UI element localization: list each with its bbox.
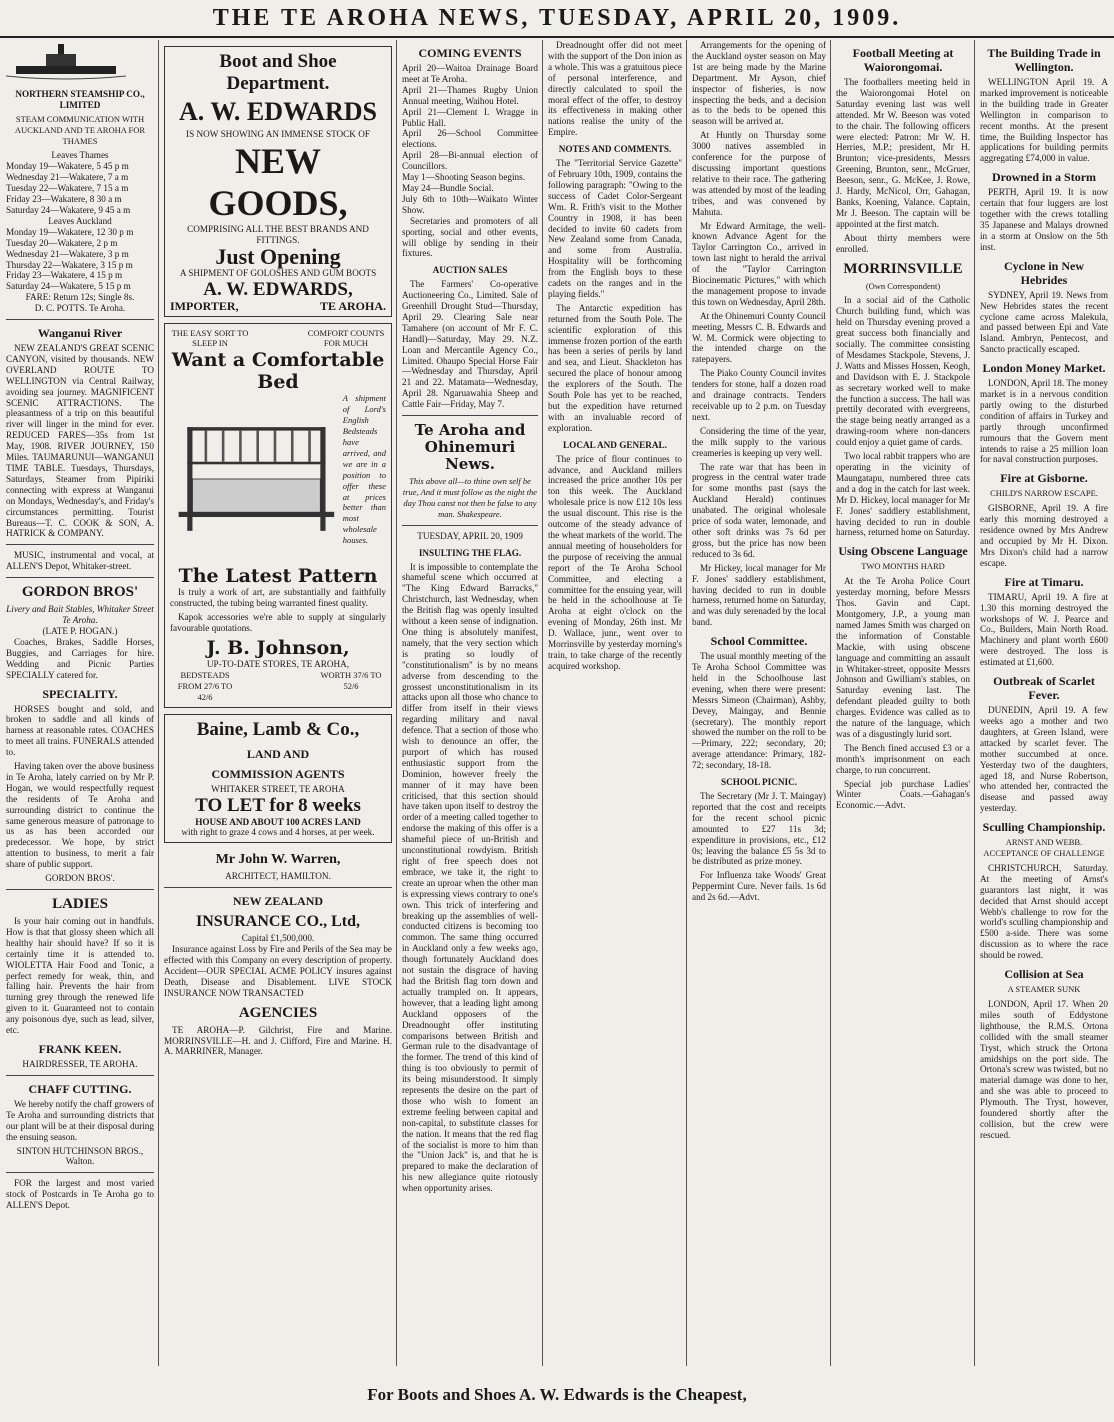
edwards-ad [164,46,392,317]
fares: FARE: Return 12s; Single 8s. [25,292,135,303]
sailing-item: Wednesday 21—Wakatere, 7 a m [6,172,129,183]
house-sub: with right to graze 4 cows and 4 horses, at per week. [181,827,375,838]
house-land: HOUSE AND ABOUT 100 ACRES LAND [195,816,361,827]
sculling-sub: ARNST AND WEBB. ACCEPTANCE OF CHALLENGE [983,837,1105,859]
bed-shipment-note: A shipment of Lord's English Bedsteads have arrived, and we are in a position to offer these at prices better than most wholesale houses. [342,393,386,546]
fever-heading: Outbreak of Scarlet Fever. [993,674,1095,703]
armitage-para: Mr Edward Armitage, the well-known Advance Agent for the Taylor Carrington Co., arrived in town last night to herald the arrival of the "Taylor Carrington Biocinematic Pictures," with which the management propose to invade this town on Wednesday, April 28th. [692,220,826,307]
just-opening: Just Opening [215,243,341,269]
to-let: TO LET for 8 weeks [195,794,361,816]
sailing-item: Monday 19—Wakatere, 5 45 p m [6,161,129,172]
easy-sort: THE EASY SORT TO SLEEP IN [171,327,249,349]
ladies-body: Is your hair coming out in handfuls. How is that that glossy sheen which all healthy hair should have? If so it is certainly time it is attended to. WIOLETTA Hair Food and Tonic, a perfect remedy for weak, thin, and falling hair. Prevents the hair from turning grey through the renewed life given to it. Guaranteed not to contain any poisonous dye, such as lead, silver, etc. [6,916,154,1036]
local-heading: LOCAL AND GENERAL. [563,439,667,450]
edwards-name-2: A. W. EDWARDS, [203,278,353,300]
football-body: The footballers meeting held in the Waiorongomai Hotel on Saturday evening last was well attended. Mr W. Beeson was voted to the chair. The following officers were elected: Patron: Mr W. H. Herries, M.P.; president, Mr H. Brunton; vice-presidents, Messrs Greening, Brunton, senr., McGruer, Beeson, senr., G. McKee, J. Rowe, J. Hardy, McNicol, Orr, Gahagan, Banks, Koening, Valance. Captain, Mr J. Beeson. The captain will be appointed at the first match. [836,77,970,229]
gisborne-sub: CHILD'S NARROW ESCAPE. [990,488,1098,499]
gordon-body: Coaches, Brakes, Saddle Horses, Buggies, and Carriages for hire. Wedding and Picnic Parties SPECIALLY catered for. [6,636,154,680]
sailing-list [6,161,154,292]
auction-body: The Farmers' Co-operative Auctioneering Co., Limited. Sale of Greenhill Drought Stud—Thursday, April 29. Clearing Sale near Tamahere (on account of Mr F. C. Handl)—Saturday, May 29. N.Z. Loan and Mercantile Agency Co., Limited. Ohaupo Special Horse Fair—Wednesday and Thursday, April 21 and 22. Matamata—Wednesday, April 28. Ngaruawahia Sheep and Cattle Fair—Friday, May 7. [402,279,538,410]
morrinsville-sub: (Own Correspondent) [865,280,941,291]
sailing-item: Tuesday 20—Wakatere, 2 p m [6,237,118,248]
collision-sub: A STEAMER SUNK [1007,984,1081,995]
event-item: April 21—Thames Rugby Union Annual meeting, Waihou Hotel. [402,84,538,106]
sailing-item: Friday 23—Wakatere, 4 15 p m [6,270,123,281]
edwards-showing: IS NOW SHOWING AN IMMENSE STOCK OF [186,129,370,139]
chaff-heading: CHAFF CUTTING. [28,1081,132,1096]
leader-heading: INSULTING THE FLAG. [418,547,522,558]
event-item: April 26—School Committee elections. [402,128,538,150]
collision-body: LONDON, April 17. When 20 miles south of Eddystone lighthouse, the R.M.S. Ortona collided with the small steamer Tryst, which struck the Ortona amidships on the port side. The Ortona's screw was twisted, but no material damage was done to her, and she was able to proceed to Plymouth. The Tryst, however, foundered shortly after the collision, but the crew were rescued. [980,999,1108,1140]
sailing-item: Friday 23—Wakatere, 8 30 a m [6,194,122,205]
agencies-body: TE AROHA—P. Gilchrist, Fire and Marine. MORRINSVILLE—H. and J. Clifford, Fire and Marine. H. A. MARRINER, Manager. [164,1024,392,1057]
sailing-item: Monday 19—Wakatere, 12 30 p m [6,226,134,237]
milk-para: Considering the time of the year, the milk supply to the various creameries is keeping up very well. [692,425,826,458]
edwards-place: TE AROHA. [319,298,386,313]
influenza-ad: For Influenza take Woods' Great Peppermint Cure. Never fails. 1s 6d and 2s 6d.—Advt. [692,870,826,903]
sculling-body: CHRISTCHURCH, Saturday. At the meeting of Arnst's guarantors last night, it was decided that Arnst should accept Webb's challenge to row for the world's sculling championship and £500 a-side. There was some discussion as to where the race should be rowed. [980,862,1108,961]
leader-body: It is impossible to contemplate the shameful scene which occurred at "The King Edward Barracks," Christchurch, last Wednesday, when the British flag was openly insulted without a keen sense of indignation. One thing is absolutely manifest, namely, that the very section which is prating so loudly of "constitutionalism" is by no means adverse from descending to the grossest unconstitutionalism in its attacks upon all those who chance to differ from itself in their views regarding military and naval defence. That a section of those who wish to denounce an offer, the purport of which has roused enthusiastic support from the Dominion, however freely the manner of it may have been criticised, that this section should have taken upon itself to destroy the order of a meeting called together to endorse the making of this offer is a shameful piece of un-British and unconstitutional rowdyism. British right of free speech does not embrace, we take it, the right to create an uproar when the other man is expressing views contrary to one's own. This trick of interfering and breaking up the assemblies of well-conducted citizens is becoming too common. The same thing occurred in Auckland only a few weeks ago, though fortunately Auckland does not sustain the disgrace of having had the British flag torn down and actually trampled on. It appears, however, that a leading light among Auckland opposers of the Dreadnought offer instituting comparisons between British and German rule to the disadvantage of the former. The trend of this kind of thing is too obviously to permit of its being misunderstood. It simply represents the desire on the part of those who wish to foment an extreme feeling between capital and non-capital, to substitute classes for the nation. It means that the red flag of the socialist is more to him than the "Union Jack" is, and that he is prepared to make the declaration of his new allegiance quite riotously when opportunity arises. [402,561,538,1194]
gordon-notice: Having taken over the above business in Te Aroha, lately carried on by Mr P. Hogan, we would respectfully request the residents of Te Aroha and surrounding district to continue the same generous measure of patronage to us as has been accorded our predecessor. We hope, by strict attention to business, to merit a fair share of public support. [6,761,154,870]
morrinsville-heading: MORRINSVILLE [843,260,963,277]
steamship-icon [6,40,126,80]
obscene-heading: Using Obscene Language [838,544,968,559]
frank-keen-sub: HAIRDRESSER, TE AROHA. [22,1058,138,1069]
storm-body: PERTH, April 19. It is now certain that four luggers are lost together with the crews totalling 35 Japanese and Malays drowned in a storm at Onslow on the 5th inst. [980,187,1108,252]
bench-para: The Bench fined accused £3 or a month's imprisonment on each charge, to run concurrent. [836,742,970,775]
oyster-para: Arrangements for the opening of the Auckland oyster season on May 1st are being made by the Marine Department. Mr Ayson, chief inspector of fisheries, is now inspecting the beds, and a decision as to the beds to be opened this season will be arrived at. [692,40,826,127]
johnson-ad [164,323,392,708]
storm-heading: Drowned in a Storm [991,170,1097,185]
court-para: Two local rabbit trappers who are operating in the vicinity of Maungatapu, numbered three cats and a dog in the catch for last week. Mr D. Hickey, local manager for Mr F. Jones' saddlery establishment, having decided to run in double harness, returned home on Saturday. [836,451,970,538]
huntly-para: At Huntly on Thursday some 3000 natives assembled in conference for the purpose of discussing important questions relative to their race. The gathering was attended by most of the leading tribes, and was convened by Mahuta. [692,130,826,217]
bedstead-icon [170,399,343,559]
event-item: May 1—Shooting Season begins. [402,172,526,183]
timaru-heading: Fire at Timaru. [1004,574,1084,589]
gisborne-heading: Fire at Gisborne. [1000,471,1088,486]
sculling-heading: Sculling Championship. [982,820,1106,835]
baine-land: LAND AND [246,746,310,761]
postcards-ad: FOR the largest and most varied stock of Postcards in Te Aroha go to ALLEN'S Depot. [6,1178,154,1211]
morrinsville-body: In a social aid of the Catholic Church building fund, which was held on Thursday evening proved a great success both financially and socially. The committee consisting of Mesdames Stackpole, Stevens, J. J. Watts and Misses Hossen, Keogh, and Davidson with E. J. Stackpole as secretary worked well to make the function a success. The hall was prettily decorated with evergreens, the stage being neatly arranged as a drawing-room where non-dancers could enjoy a quiet game of cards. [836,295,970,448]
comfort-counts: COMFORT COUNTS FOR MUCH [307,327,385,349]
column-1 [6,40,154,1366]
chaff-body: We hereby notify the chaff growers of Te Aroha and surrounding districts that our plant will be at their disposal during the ensuing season. [6,1098,154,1142]
sailing-item: Wednesday 21—Wakatere, 3 p m [6,248,129,259]
cyclone-body: SYDNEY, April 19. News from New Hebrides states the recent cyclone came across Malekula, and passed between Epi and Vate Island. Ambryn, Pentecost, and Sancto practically escaped. [980,289,1108,355]
latest-body: Is truly a work of art, are substantially and faithfully constructed, the tubing being warranted finest quality. [170,587,386,609]
event-item: April 28—Bi-annual election of Councillors. [402,150,538,172]
agencies-heading: AGENCIES [238,1004,318,1021]
building-body: WELLINGTON April 19. A marked improvement is noticeable in the building trade in Greater Wellington in comparison to recent months. At the present time, the Building Inspector has applications for building permits aggregating £74,000 in value. [980,77,1108,164]
baine-whitaker: WHITAKER STREET, TE AROHA [211,783,345,794]
edwards-importer: IMPORTER, [170,298,239,313]
obscene-body: At the Te Aroha Police Court yesterday morning, before Messrs Thos. Gavin and Capt. Montgomery, J.P., a young man named James Smith was charged on the information of Constable Mackie, with using obscene language and committing an assault in Whitaker-street, opposite Messrs Johnson and Gwilliam's stables, on Saturday evening last. The defendant pleaded guilty to both charges. Evidence was called as to the nature of the language, which was of a disgustingly lurid sort. [836,576,970,739]
edwards-brands: COMPRISING ALL THE BEST BRANDS AND FITTINGS. [187,223,369,245]
baine-name: Baine, Lamb & Co., [196,718,360,740]
gordon-sign: GORDON BROS'. [45,873,115,884]
school-heading: School Committee. [710,634,808,649]
baine-commission: COMMISSION AGENTS [211,766,345,781]
gisborne-body: GISBORNE, April 19. A fire early this morning destroyed a residence owned by Mrs Andrew and occupied by Mr H. Dixon. Mrs Dixon's child had a narrow escape. [980,503,1108,568]
rate-war-para: The rate war that has been in progress in the central water trade for some months past (says the Auckland Herald) continues unabated. The original wholesale price of soda water, lemonade, and other soft drinks was 7s 6d per gross, but the price has now been reduced to 3s 6d. [692,461,826,559]
paper-title: Te Aroha and Ohinemuri News. [414,421,526,474]
school-body: The usual monthly meeting of the Te Aroha School Committee was held in the Schoolhouse last evening, when there were present: Messrs Simeon (Chairman), Ashby, Devey, Maingay, and Bennie (secretary). The monthly report showed the number on the roll to be—Primary, 222; secondary, 20; average attendance: Primary, 182-72; secondary, 18-18. [692,651,826,771]
picnic-heading: SCHOOL PICNIC. [720,777,798,788]
frank-keen: FRANK KEEN. [38,1041,122,1056]
johnson-sub: UP-TO-DATE STORES, TE AROHA, [206,658,350,669]
money-heading: London Money Market. [982,361,1106,376]
hickey-para: Mr Hickey, local manager for Mr F. Jones' saddlery establishment, having decided to run in double harness, returned home on Saturday, and was duly serenaded by the local band. [692,562,826,628]
column-3 [402,40,538,1366]
tenders-para: The Piako County Council invites tenders for stone, half a dozen road and drainage contracts. Tenders receivable up to 2 p.m. on Tuesday next. [692,368,826,422]
picnic-body: The Secretary (Mr J. T. Maingay) reported that the cost and receipts for the recent school picnic amounted to £27 11s 3d; expenditure in provisions, etc., £12 0s; leaving the balance £5 5s 3d to be distributed as prize money. [692,791,826,867]
sailing-item: Saturday 24—Wakatere, 9 45 a m [6,204,131,215]
fares-agent: D. C. POTTS. Te Aroha. [34,303,126,314]
notes-body: The "Territorial Service Gazette" of February 10th, 1909, contains the following paragraph: "Owing to the success of Cadet Color-Sergeant Wm. R. Frith's visit to the Mother Country in 1908, it has been decided to invite 60 cadets from New Zealand some from Canada, and some from Australia. Hospitality will be forthcoming from the English boys to these cadets on the ranges and in the playing fields." [548,158,682,299]
money-body: LONDON, April 18. The money market is in a nervous condition partly owing to the disturbed condition of affairs in Turkey and partly through unconfirmed rumours that the Govern ment intends to raise a 25 million loan for naval construction purposes. [980,378,1108,465]
worth-price: WORTH 37/6 TO 52/6 [320,669,382,691]
column-4 [548,40,682,1366]
fever-body: DUNEDIN, April 19. A few weeks ago a mother and two daughters, at Green Island, were attacked by scarlet fever. The mother succumbed at once. Yesterday two of the daughters, aged 18, and Nurse Robertson, who attended her, contracted the disease and passed away yesterday. [980,705,1108,814]
building-heading: The Building Trade in Wellington. [987,46,1101,74]
steamship-heading: NORTHERN STEAMSHIP CO., LIMITED [15,88,145,110]
johnson-name: J. B. Johnson, [206,636,350,659]
warren-architect: ARCHITECT, HAMILTON. [225,871,331,882]
event-item: April 21—Clement I. Wragge in Public Hall. [402,106,538,128]
gordon-heading: GORDON BROS' [21,584,139,601]
steamship-subheading: STEAM COMMUNICATION WITH AUCKLAND AND TE AROHA FOR THAMES [14,113,146,146]
sailing-item: Saturday 24—Wakatere, 5 15 p m [6,281,131,292]
new-goods: NEW GOODS, [208,140,348,223]
insurance-body: Insurance against Loss by Fire and Perils of the Sea may be effected with this Company on every description of property. Accident—OUR SPECIAL ACME POLICY insures against Death, Disease and Disablement. LIVE STOCK INSURANCE NOW TRANSACTED [164,944,392,998]
insurance-heading: INSURANCE CO., Ltd, [195,913,361,931]
event-item: July 6th to 10th—Waikato Winter Show. [402,193,538,215]
latest-pattern: The Latest Pattern [178,565,378,588]
dateline: TUESDAY, APRIL 20, 1909 [417,530,523,541]
auction-heading: AUCTION SALES [432,265,508,276]
insurance-capital: Capital £1,500,000. [241,933,315,944]
boot-shoe-heading: Boot and Shoe Department. [219,51,337,94]
warren-name: Mr John W. Warren, [215,852,341,868]
gordon-late: (LATE P. HOGAN.) [42,625,118,636]
sailing-item: Thursday 22—Wakatere, 3 15 p m [6,259,133,270]
notes-heading: NOTES AND COMMENTS. [558,144,672,155]
bottom-banner: For Boots and Shoes A. W. Edwards is the Cheapest, [367,1385,747,1404]
edwards-shipment: A SHIPMENT OF GOLOSHES AND GUM BOOTS [179,267,377,278]
coats-ad: Special job purchase Ladies' Winter Coats.—Gahagan's Economic.—Advt. [836,778,970,811]
bedsteads-price: BEDSTEADS FROM 27/6 TO 42/6 [177,669,233,702]
speciality-body: HORSES bought and sold, and broken to saddle and all kinds of harness at reasonable rates. COACHES to meet all trains. FUNERALS attended to. [6,703,154,758]
edwards-name: A. W. EDWARDS [179,97,377,126]
column-6 [836,40,970,1366]
column-7 [980,40,1108,1366]
enrolled-para: About thirty members were enrolled. [836,232,970,254]
sailing-item: Tuesday 22—Wakatere, 7 15 a m [6,183,129,194]
cyclone-heading: Cyclone in New Hebrides [1004,258,1084,287]
baine-ad [164,714,392,844]
gordon-subheading: Livery and Bait Stables, Whitaker Street Te Aroha. [6,604,154,626]
sailing-item: Leaves Auckland [48,215,112,226]
local-body: The price of flour continues to advance, and Auckland millers increased the price another 10s per ton this week. The Auckland wholesale price is now £12 10s less the usual discount. This rise is the outcome of the steady advance of the wheat markets of the world. The annual meeting of householders for the purpose of receiving the annual report of the Te Aroha School Committee, and electing a committee for the ensuing year, will be held in the schoolhouse at Te Aroha at eight o'clock on the evening of Monday, 26th inst. Mr D. Wallace, junr., went over to Morrinsville by yesterday morning's train, to take charge of the recently acquired workshop. [548,453,682,671]
antarctic-para: The Antarctic expedition has returned from the South Pole. The scientific exploration of this immense frozen portion of the earth has been a series of perils by land and sea, and Lieut. Shackleton has secured the place of honour among the explorers of the South. The South Pole has yet to be reached, but the expedition have returned with an invaluable record of exploration. [548,302,682,433]
council-para: At the Ohinemuri County Council meeting, Messrs C. B. Edwards and W. M. Cormick were objecting to the intended charge on the ratepayers. [692,310,826,365]
masthead: THE TE AROHA NEWS, TUESDAY, APRIL 20, 1909. [0,0,1114,38]
events-list [402,63,538,216]
event-item: May 24—Bundle Social. [402,182,494,193]
obscene-sub: TWO MONTHS HARD [861,561,945,572]
nz-heading: NEW ZEALAND [232,894,324,909]
column-2 [164,40,392,1366]
sinton: SINTON HUTCHINSON BROS., Walton. [16,1145,144,1167]
kapok-note: Kapok accessories we're able to supply at singularly favourable quotations. [170,612,386,634]
leave-thames-label: Leaves Thames [51,150,109,161]
event-item: April 20—Waitoa Drainage Board meet at Te Aroha. [402,63,538,84]
music-ad: MUSIC, instrumental and vocal, at ALLEN'S Depot, Whitaker-street. [6,550,154,572]
timaru-body: TIMARU, April 19. A fire at 1.30 this morning destroyed the workshops of W. J. Pearce and Co., Builders, Main North Road. Machinery and plant worth £600 were destroyed. The loss is estimated at £1,600. [980,591,1108,668]
wanganui-body: NEW ZEALAND'S GREAT SCENIC CANYON, visited by thousands. NEW OVERLAND ROUTE TO WELLINGTON via Central Railway, avoiding sea journey. MAGNIFICENT SCENIC ATTRACTIONS. The pleasantness of a trip on this beautiful river will linger in the mind for ever. REDUCED FARES—35s from 1st May, 1908. RIVER JOURNEY, 150 Miles. TAUMARUNUI—WANGANUI TIME TABLE. Tuesdays, Thursdays, Saturdays, Steamer from Pipiriki connecting with express at Wanganui on Mondays, Wednesday's, and Friday's circumstances permitting. Tourist Bureaus—T. C. COOK & SON, A. HATRICK & COMPANY. [6,343,154,539]
coming-events-heading: COMING EVENTS [418,46,522,60]
speciality-heading: SPECIALITY. [42,686,118,701]
wanganui-heading: Wanganui River [37,326,123,341]
football-heading: Football Meeting at Waiorongomai. [852,46,954,74]
paper-motto: This above all—to thine own self be true, And it must follow as the night the day Thou canst not then be false to any man. Shakespeare. [402,476,538,519]
dreadnought-para: Dreadnought offer did not meet with the support of the Don inion as a whole. This was a gratuitous piece of personal interference, and directly calculated to spoil the moral effect of the offer, to destroy its effectiveness in making other nations realise the unity of the Empire. [548,40,682,138]
column-5 [692,40,826,1366]
collision-heading: Collision at Sea [1004,967,1084,982]
events-note: Secretaries and promoters of all sporting, social and other events, will oblige by sending in their fixtures. [402,215,538,259]
ladies-heading: LADIES [52,896,108,912]
want-bed: Want a Comfortable Bed [171,349,385,394]
